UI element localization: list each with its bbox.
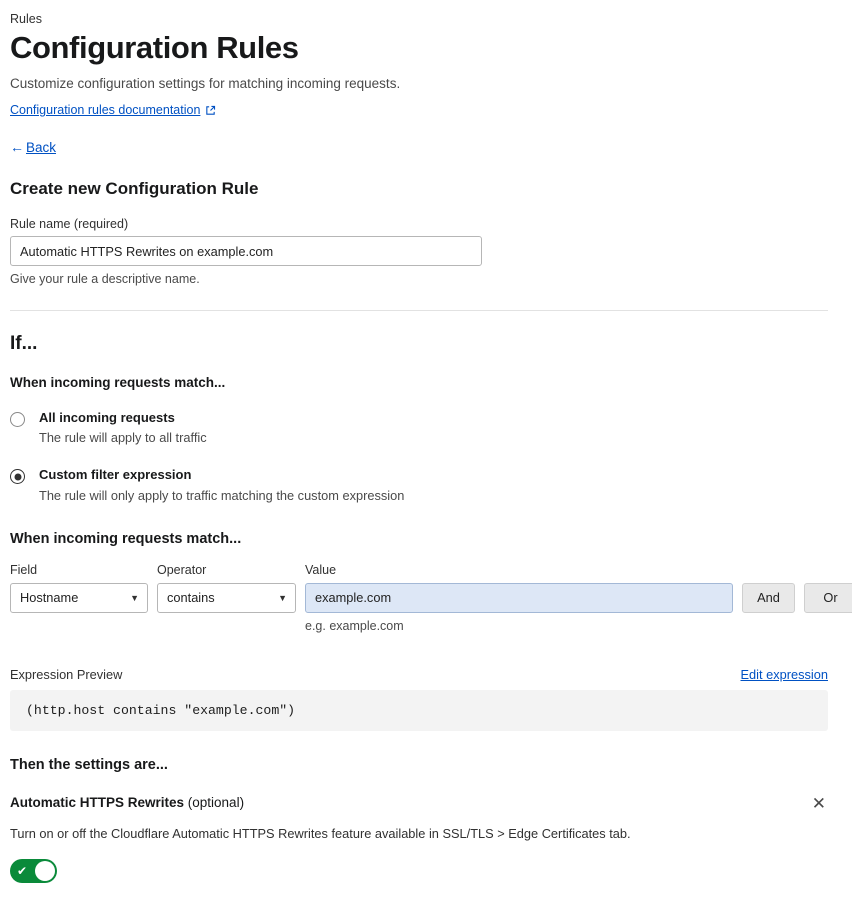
expression-builder-row (10, 562, 838, 633)
rule-name-group (10, 217, 828, 286)
expression-preview-box: (http.host contains "example.com") (10, 690, 828, 731)
radio-option-custom-filter[interactable] (10, 467, 828, 502)
radio-custom-filter-input[interactable] (10, 469, 25, 484)
expression-preview-header (10, 667, 828, 682)
value-column (305, 563, 733, 633)
back-row[interactable] (10, 139, 828, 155)
setting-title (10, 795, 244, 810)
operator-select[interactable] (157, 583, 296, 613)
value-help: e.g. example.com (305, 618, 404, 633)
toggle-knob (35, 861, 55, 881)
rule-name-label: Rule name (required) (10, 217, 129, 231)
check-icon: ✔ (17, 863, 28, 878)
page-title: Configuration Rules (10, 30, 299, 65)
if-heading: If... (10, 333, 38, 354)
setting-description: Turn on or off the Cloudflare Automatic HTTPS Rewrites feature available in SSL/TLS > Edge Certificates tab. (10, 825, 631, 841)
radio-custom-filter-label: Custom filter expression (39, 467, 192, 483)
value-label: Value (305, 562, 337, 577)
operator-label: Operator (157, 562, 207, 577)
radio-all-requests-label: All incoming requests (39, 410, 175, 425)
field-column (10, 563, 148, 613)
automatic-https-rewrites-toggle[interactable] (10, 859, 57, 883)
value-input[interactable] (305, 583, 733, 613)
expression-preview-label: Expression Preview (10, 666, 123, 682)
and-column (742, 563, 795, 613)
page-subtitle: Customize configuration settings for matching incoming requests. (10, 76, 401, 91)
close-icon[interactable]: ✕ (811, 793, 826, 813)
left-arrow-icon: ← (10, 139, 24, 155)
expression-builder-heading: When incoming requests match... (10, 530, 242, 547)
radio-option-all-requests[interactable] (10, 410, 828, 445)
radio-custom-filter-description: The rule will only apply to traffic matching the custom expression (39, 487, 405, 503)
rule-name-help: Give your rule a descriptive name. (10, 272, 200, 286)
or-button[interactable]: Or (804, 583, 852, 613)
breadcrumb: Rules (10, 12, 42, 26)
section-divider (10, 310, 828, 311)
back-link[interactable]: Back (26, 139, 57, 155)
radio-all-requests-description: The rule will apply to all traffic (39, 430, 207, 446)
field-select-wrap (10, 583, 148, 613)
operator-select-wrap (157, 583, 296, 613)
create-rule-heading: Create new Configuration Rule (10, 179, 259, 198)
field-label: Field (10, 562, 38, 577)
or-column (804, 563, 852, 613)
rule-name-input[interactable] (10, 236, 482, 266)
setting-header (10, 795, 828, 812)
setting-title-optional: (optional) (184, 794, 245, 810)
setting-title-main: Automatic HTTPS Rewrites (10, 794, 185, 810)
chevron-down-icon: ▼ (278, 592, 287, 603)
then-settings-heading: Then the settings are... (10, 756, 168, 773)
radio-all-requests-input[interactable] (10, 412, 25, 427)
field-select[interactable] (10, 583, 148, 613)
external-link-icon (205, 105, 216, 116)
operator-column (157, 563, 296, 613)
match-heading: When incoming requests match... (10, 375, 226, 390)
edit-expression-link[interactable]: Edit expression (740, 666, 828, 682)
chevron-down-icon: ▼ (130, 592, 139, 603)
documentation-link-row (10, 103, 828, 117)
documentation-link[interactable]: Configuration rules documentation (10, 103, 201, 117)
and-button[interactable]: And (742, 583, 795, 613)
